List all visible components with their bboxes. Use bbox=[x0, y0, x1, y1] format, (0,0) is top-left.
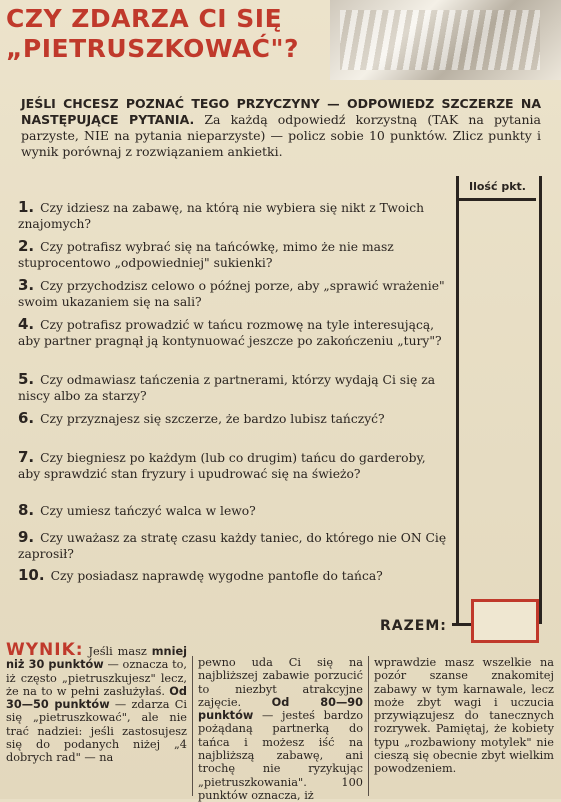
question-9 bbox=[18, 530, 450, 562]
question-text: Czy potrafisz prowadzić w tańcu rozmowę na tyle interesującą, aby partner pragnął ją kontynuować jeszcze po zakończeniu „tury"? bbox=[18, 318, 442, 348]
question-1 bbox=[18, 200, 450, 232]
question-4 bbox=[18, 317, 450, 349]
column-divider bbox=[368, 656, 369, 796]
question-number: 1. bbox=[18, 198, 35, 216]
result-range: Od 30—50 punktów bbox=[6, 684, 187, 712]
title-line-1: CZY ZDARZA CI SIĘ bbox=[6, 4, 283, 33]
question-2 bbox=[18, 239, 450, 271]
result-range: Od 80—90 punktów bbox=[198, 695, 363, 723]
result-text: — jesteś bardzo pożądaną partnerką do tańca i możesz iść na najbliższą zabawę, ani trochę nie ryzykując „pietruszkowania". 100 punktów oznacza, iż bbox=[198, 709, 363, 802]
question-8 bbox=[18, 503, 450, 520]
question-text: Czy biegniesz po każdym (lub co drugim) tańcu do garderoby, aby sprawdzić stan fryzury i upudrować się na świeżo? bbox=[18, 451, 426, 481]
result-column-3 bbox=[374, 656, 554, 776]
intro-body: Za każdą odpowiedź korzystną (TAK na pytania parzyste, NIE na pytania nieparzyste) — policz sobie 10 punktów. Zlicz punkty i wynik porównaj z rozwiązaniem ankietki. bbox=[21, 112, 541, 159]
question-text: Czy przyznajesz się szczerze, że bardzo lubisz tańczyć? bbox=[40, 412, 385, 426]
question-text: Czy posiadasz naprawdę wygodne pantofle do tańca? bbox=[50, 569, 383, 583]
question-number: 2. bbox=[18, 237, 35, 255]
question-text: Czy potrafisz wybrać się na tańcówkę, mimo że nie masz stuprocentowo „odpowiedniej" sukienki? bbox=[18, 240, 394, 270]
question-3 bbox=[18, 278, 450, 310]
intro-paragraph bbox=[21, 96, 541, 160]
score-column-header: Ilość pkt. bbox=[459, 176, 536, 201]
question-number: 7. bbox=[18, 448, 35, 466]
result-column-2 bbox=[198, 656, 363, 802]
result-text: Jeśli masz bbox=[88, 645, 152, 658]
total-connector bbox=[452, 623, 471, 626]
result-column-1 bbox=[6, 640, 188, 765]
title-line-2: „PIETRUSZKOWAĆ"? bbox=[6, 34, 300, 63]
question-text: Czy przychodzisz celowo o późnej porze, aby „sprawić wrażenie" swoim ukazaniem się na sali? bbox=[18, 279, 445, 309]
question-6 bbox=[18, 411, 450, 428]
question-number: 10. bbox=[18, 566, 45, 584]
question-number: 6. bbox=[18, 409, 35, 427]
question-number: 3. bbox=[18, 276, 35, 294]
question-number: 5. bbox=[18, 370, 35, 388]
question-number: 8. bbox=[18, 501, 35, 519]
result-text: wprawdzie masz wszelkie na pozór szanse znakomitej zabawy w tym karnawale, lecz może zbyt wagi i uczucia przywiązujesz do tanecznych rozrywek. Pamiętaj, że kobiety typu „rozbawiony motylek" nie cieszą się obecnie zbyt wielkim powodzeniem. bbox=[374, 656, 554, 776]
question-10 bbox=[18, 568, 450, 585]
intro-lead: JEŚLI CHCESZ POZNAĆ TEGO PRZYCZYNY — ODPOWIEDZ SZCZERZE NA NASTĘPUJĄCE PYTANIA. bbox=[21, 96, 541, 127]
score-column bbox=[456, 176, 542, 624]
question-7 bbox=[18, 450, 450, 482]
question-5 bbox=[18, 372, 450, 404]
question-text: Czy odmawiasz tańczenia z partnerami, którzy wydają Ci się za niscy albo za starzy? bbox=[18, 373, 436, 403]
question-number: 9. bbox=[18, 528, 35, 546]
total-score-box[interactable] bbox=[471, 599, 539, 643]
result-text: — zdarza Ci się „pietruszkować", ale nie trać nadziei: jeśli zastosujesz się do podanych niżej „4 dobrych rad" — na bbox=[6, 698, 187, 765]
page-title bbox=[6, 4, 336, 64]
result-text: — oznacza to, iż często „pietruszkujesz" lecz, że na to w pełni zasłużyłaś. bbox=[6, 658, 187, 698]
total-label: RAZEM: bbox=[380, 618, 447, 634]
question-text: Czy uważasz za stratę czasu każdy taniec, do którego nie ON Cię zaprosił? bbox=[18, 531, 447, 561]
result-heading: WYNIK: bbox=[6, 640, 84, 660]
photo-frill-texture bbox=[340, 10, 540, 70]
question-text: Czy idziesz na zabawę, na którą nie wybiera się nikt z Twoich znajomych? bbox=[18, 201, 425, 231]
question-text: Czy umiesz tańczyć walca w lewo? bbox=[40, 504, 256, 518]
column-divider bbox=[192, 656, 193, 796]
result-text: pewno uda Ci się na najbliższej zabawie porzucić to niezbyt atrakcyjne zajęcie. bbox=[198, 656, 363, 709]
question-number: 4. bbox=[18, 315, 35, 333]
result-range: mniej niż 30 punktów bbox=[6, 645, 188, 672]
